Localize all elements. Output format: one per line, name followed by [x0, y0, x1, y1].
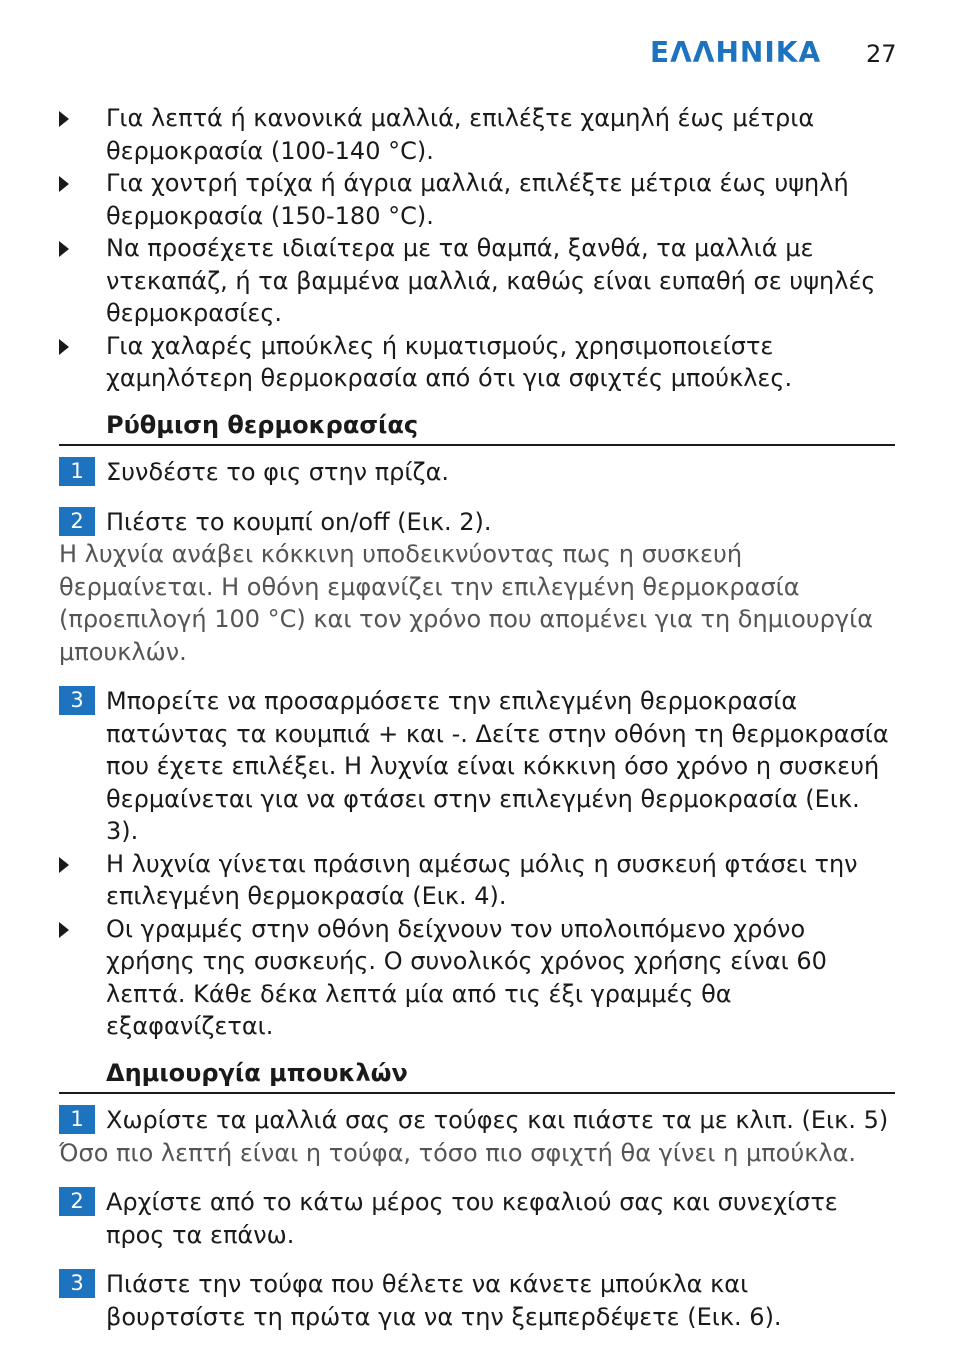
bullet-text: Για χοντρή τρίχα ή άγρια μαλλιά, επιλέξτε μέτρια έως υψηλή θερμοκρασία (150-180 °C). [106, 169, 849, 230]
bullet-arrow-icon [59, 857, 69, 873]
page-number: 27 [866, 40, 897, 68]
bullet-arrow-icon [59, 111, 69, 127]
step-number-badge: 3 [59, 1269, 95, 1298]
step-number-badge: 1 [59, 1105, 95, 1134]
step-note: Η λυχνία ανάβει κόκκινη υποδεικνύοντας πως η συσκευή θερμαίνεται. Η οθόνη εμφανίζει την επιλεγμένη θερμοκρασία (προεπιλογή 100 °C) και τον χρόνο που απομένει για τη δημιουργία μπουκλών. [59, 540, 874, 666]
step-item [59, 685, 895, 848]
step-item [59, 1104, 895, 1137]
bullet-arrow-icon [59, 241, 69, 257]
bullet-item [59, 232, 895, 330]
bullet-text: Να προσέχετε ιδιαίτερα με τα θαμπά, ξανθά, τα μαλλιά με ντεκαπάζ, ή τα βαμμένα μαλλιά, καθώς είναι ευπαθή σε υψηλές θερμοκρασίες. [106, 234, 876, 327]
bullet-item [59, 167, 895, 232]
bullet-item [59, 913, 895, 1043]
step-number-badge: 3 [59, 686, 95, 715]
step-number-badge: 1 [59, 457, 95, 486]
bullet-item [59, 330, 895, 395]
bullet-text: Για λεπτά ή κανονικά μαλλιά, επιλέξτε χαμηλή έως μέτρια θερμοκρασία (100-140 °C). [106, 104, 815, 165]
bullet-item [59, 848, 895, 913]
step-number-badge: 2 [59, 1187, 95, 1216]
step-note: Όσο πιο λεπτή είναι η τούφα, τόσο πιο σφιχτή θα γίνει η μπούκλα. [59, 1138, 857, 1167]
step-item [59, 456, 895, 489]
bullet-text: Για χαλαρές μπούκλες ή κυματισμούς, χρησιμοποιείστε χαμηλότερη θερμοκρασία από ότι για σφιχτές μπούκλες. [106, 331, 793, 392]
step-text: Αρχίστε από το κάτω μέρος του κεφαλιού σας και συνεχίστε προς τα επάνω. [106, 1188, 838, 1249]
step-text: Χωρίστε τα μαλλιά σας σε τούφες και πιάστε τα με κλιπ. (Εικ. 5) [106, 1106, 889, 1134]
bullet-text: Η λυχνία γίνεται πράσινη αμέσως μόλις η συσκευή φτάσει την επιλεγμένη θερμοκρασία (Εικ. 4). [106, 849, 858, 910]
bullet-item [59, 102, 895, 167]
step-number-badge: 2 [59, 507, 95, 536]
section-heading-temperature: Ρύθμιση θερμοκρασίας [59, 409, 895, 447]
step-text: Μπορείτε να προσαρμόσετε την επιλεγμένη θερμοκρασία πατώντας τα κουμπιά + και -. Δείτε στην οθόνη τη θερμοκρασία που έχετε επιλέξει. Η λυχνία είναι κόκκινη όσο χρόνο η συσκευή θερμαίνεται για να φτάσει στην επιλεγμένη θερμοκρασία (Εικ. 3). [106, 687, 889, 845]
bullet-arrow-icon [59, 176, 69, 192]
step-text: Πιέστε το κουμπί on/off (Εικ. 2). [106, 507, 492, 536]
bullet-arrow-icon [59, 339, 69, 355]
step-text: Συνδέστε το φις στην πρίζα. [106, 458, 450, 486]
document-body [59, 102, 895, 1333]
language-header: ΕΛΛΗΝΙΚΑ [650, 36, 822, 69]
step-item [59, 1186, 895, 1251]
step-item [59, 1268, 895, 1333]
section-heading-curls: Δημιουργία μπουκλών [59, 1057, 895, 1095]
step-text: Πιάστε την τούφα που θέλετε να κάνετε μπούκλα και βουρτσίστε τη πρώτα για να την ξεμπερδέψετε (Εικ. 6). [106, 1270, 782, 1331]
bullet-arrow-icon [59, 922, 69, 938]
step-item [59, 506, 895, 539]
bullet-text: Οι γραμμές στην οθόνη δείχνουν τον υπολοιπόμενο χρόνο χρήσης της συσκευής. Ο συνολικός χρόνος χρήσης είναι 60 λεπτά. Κάθε δέκα λεπτά μία από τις έξι γραμμές θα εξαφανίζεται. [106, 914, 827, 1040]
